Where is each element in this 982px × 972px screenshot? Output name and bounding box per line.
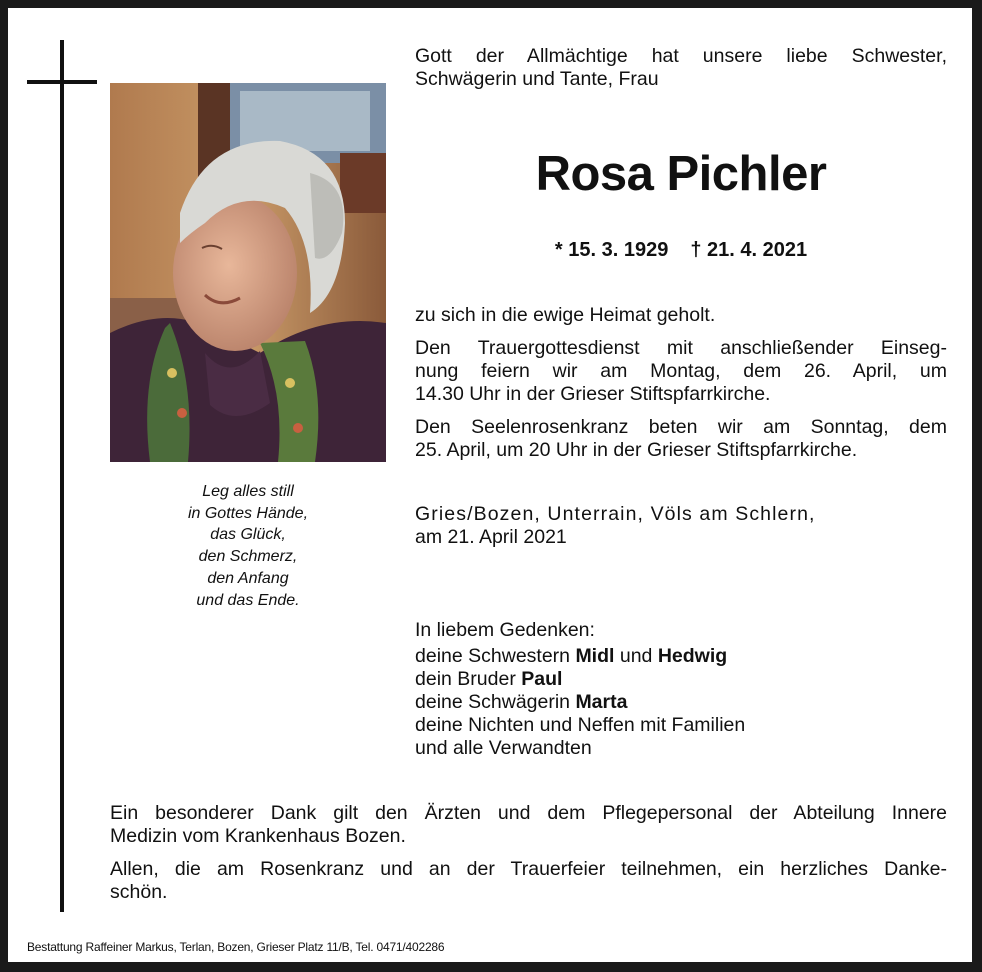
mourner-sister-in-law: [415, 691, 627, 714]
death-date: † 21. 4. 2021: [690, 239, 808, 261]
service-line-3: 14.30 Uhr in der Grieser Stiftspfarrkirche.: [415, 383, 771, 405]
heimat-text: zu sich in die ewige Heimat geholt.: [415, 304, 716, 326]
life-dates: [415, 237, 947, 263]
portrait-photo: [110, 83, 386, 462]
mourner-sisters: [415, 645, 727, 668]
funeral-home-footer: Bestattung Raffeiner Markus, Terlan, Bozen, Grieser Platz 11/B, Tel. 0471/402286: [27, 940, 445, 954]
verse-line: den Schmerz,: [198, 548, 298, 566]
service-line-1: Den Trauergottesdienst mit anschließender Einseg-: [415, 337, 947, 359]
thanks-line-1: Ein besonderer Dank gilt den Ärzten und dem Pflegepersonal der Abteilung Innere: [110, 802, 947, 824]
mourners-heading: In liebem Gedenken:: [415, 619, 595, 641]
mourner-sisters-prefix: deine Schwestern: [415, 645, 576, 667]
mourner-and: und: [614, 645, 658, 667]
mourner-sister-2: Hedwig: [657, 645, 728, 667]
birth-date: * 15. 3. 1929: [554, 239, 669, 261]
mourner-brother-name: Paul: [521, 668, 563, 690]
date-line: am 21. April 2021: [415, 526, 567, 548]
service-line-2: nung feiern wir am Montag, dem 26. April, um: [415, 360, 947, 382]
mourner-brother: [415, 668, 562, 691]
mourner-sil-prefix: deine Schwägerin: [415, 691, 576, 713]
rosary-line-2: 25. April, um 20 Uhr in der Grieser Stiftspfarrkirche.: [415, 439, 858, 461]
intro-line-2: Schwägerin und Tante, Frau: [415, 68, 659, 90]
mourner-sister-1: Midl: [575, 645, 615, 667]
verse-line: und das Ende.: [196, 591, 300, 609]
deceased-name: Rosa Pichler: [535, 147, 827, 201]
mourner-brother-prefix: dein Bruder: [415, 668, 522, 690]
thanks-line-4: schön.: [110, 881, 168, 903]
verse-line: den Anfang: [207, 569, 289, 587]
thanks-line-2: Medizin vom Krankenhaus Bozen.: [110, 825, 406, 847]
mourner-nieces: deine Nichten und Neffen mit Familien: [415, 714, 746, 736]
thanks-line-3: Allen, die am Rosenkranz und an der Trauerfeier teilnehmen, ein herzliches Danke-: [110, 858, 947, 880]
rosary-line-1: Den Seelenrosenkranz beten wir am Sonntag, dem: [415, 416, 947, 438]
mourner-sil-name: Marta: [575, 691, 628, 713]
verse-line: Leg alles still: [202, 483, 294, 500]
place-line: Gries/Bozen, Unterrain, Völs am Schlern,: [415, 503, 816, 525]
intro-line-1: Gott der Allmächtige hat unsere liebe Schwester,: [415, 45, 947, 67]
verse-line: das Glück,: [210, 526, 286, 544]
cross-icon-horizontal: [27, 80, 97, 84]
cross-icon-vertical: [60, 40, 64, 912]
verse-line: in Gottes Hände,: [187, 504, 309, 522]
verse-poem: [110, 481, 386, 611]
mourner-relatives: und alle Verwandten: [415, 737, 592, 759]
